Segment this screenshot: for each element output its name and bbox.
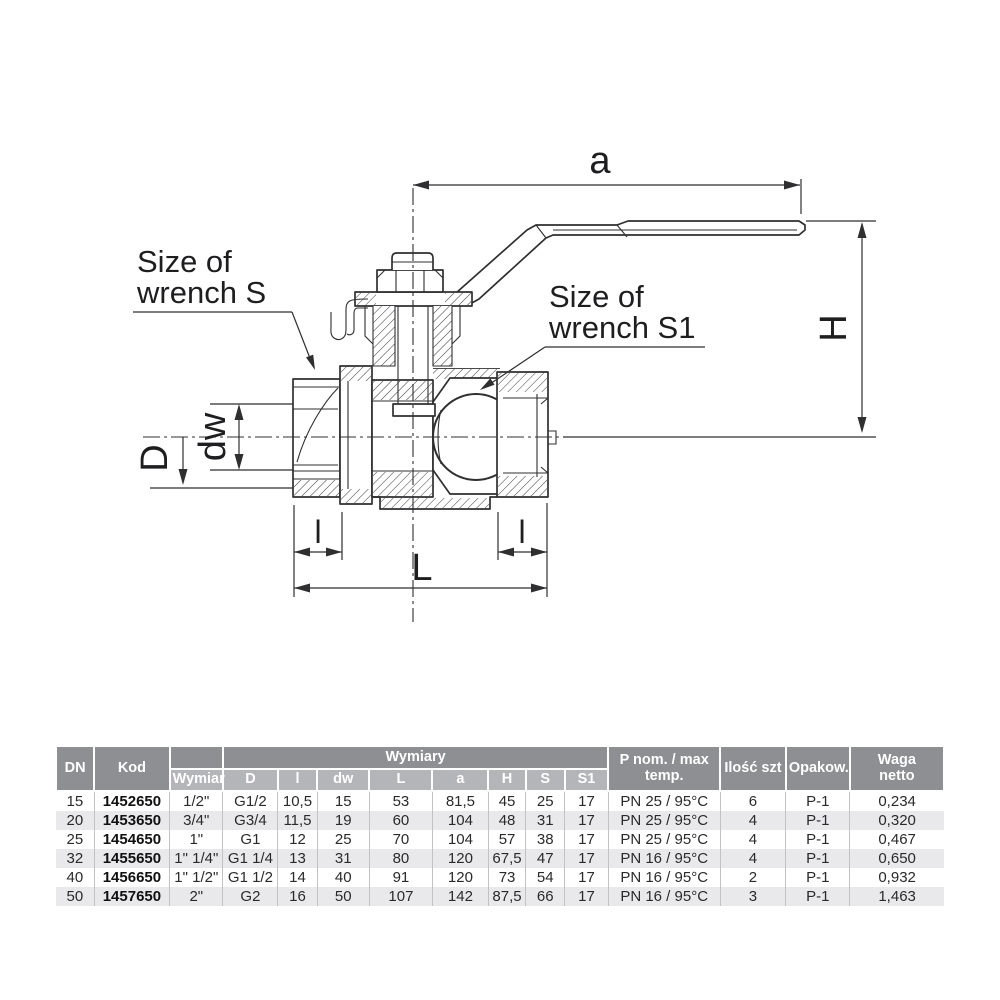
table-cell: 142 <box>432 887 488 906</box>
col-wymiar: Wymiar <box>170 769 223 791</box>
dim-label-H: H <box>813 314 855 342</box>
table-cell: 48 <box>488 811 525 830</box>
table-cell: 20 <box>66 811 84 829</box>
table-cell: 107 <box>369 887 432 906</box>
col-pack: Opakow. <box>786 746 850 791</box>
dim-label-l-right: l <box>518 514 526 550</box>
col-S1: S1 <box>565 769 609 791</box>
table-row <box>56 868 944 887</box>
table-cell: 38 <box>526 830 565 849</box>
table-cell: 2" <box>170 887 223 906</box>
table-cell: 17 <box>565 811 609 830</box>
table-cell: 60 <box>369 811 432 830</box>
table-cell: 104 <box>432 811 488 830</box>
table-cell: 0,320 <box>850 811 944 830</box>
table-cell: 81,5 <box>432 791 488 811</box>
left-port <box>293 379 340 497</box>
table-cell: PN 16 / 95°C <box>608 849 720 868</box>
table-cell: 25 <box>66 830 84 848</box>
table-cell: 40 <box>317 868 369 887</box>
table-cell: 50 <box>317 887 369 906</box>
table-cell: 13 <box>278 849 317 868</box>
table-cell: 1/2" <box>170 791 223 811</box>
table-cell: 31 <box>317 849 369 868</box>
col-a: a <box>432 769 488 791</box>
header-spacer <box>170 746 223 769</box>
table-cell: G1/2 <box>223 791 278 811</box>
col-H: H <box>488 769 525 791</box>
col-S: S <box>526 769 565 791</box>
table-cell: 0,932 <box>850 868 944 887</box>
table-cell: 4 <box>720 830 786 849</box>
table-cell: 0,650 <box>850 849 944 868</box>
table-cell: 17 <box>565 868 609 887</box>
spec-table <box>55 745 945 906</box>
cell-kod: 1452650 <box>94 791 169 811</box>
table-cell: 4 <box>720 811 786 830</box>
dim-label-D: D <box>134 444 176 472</box>
dim-label-L: L <box>411 547 433 589</box>
table-cell: PN 16 / 95°C <box>608 887 720 906</box>
cell-kod: 1454650 <box>94 830 169 849</box>
table-cell: 50 <box>66 887 84 905</box>
table-cell: 0,234 <box>850 791 944 811</box>
table-cell: PN 25 / 95°C <box>608 791 720 811</box>
spec-table-container <box>55 745 945 906</box>
table-cell: 120 <box>432 868 488 887</box>
table-cell: 16 <box>278 887 317 906</box>
table-cell: PN 25 / 95°C <box>608 811 720 830</box>
table-cell: G2 <box>223 887 278 906</box>
dimension-l-left <box>294 505 342 597</box>
table-cell: 57 <box>488 830 525 849</box>
table-cell: 73 <box>488 868 525 887</box>
table-cell: G1 1/2 <box>223 868 278 887</box>
table-cell: 67,5 <box>488 849 525 868</box>
table-cell: 25 <box>317 830 369 849</box>
table-cell: 17 <box>565 791 609 811</box>
col-dw: dw <box>317 769 369 791</box>
callout-wrench-s <box>133 244 315 370</box>
table-cell: 2 <box>720 868 786 887</box>
table-cell: 120 <box>432 849 488 868</box>
col-l: l <box>278 769 317 791</box>
col-D: D <box>223 769 278 791</box>
table-cell: 104 <box>432 830 488 849</box>
cell-kod: 1453650 <box>94 811 169 830</box>
table-cell: 19 <box>317 811 369 830</box>
table-row <box>56 830 944 849</box>
table-cell: 47 <box>526 849 565 868</box>
table-row <box>56 887 944 906</box>
table-row <box>56 791 944 811</box>
table-cell: 66 <box>526 887 565 906</box>
dim-label-dw: dw <box>192 412 234 462</box>
table-cell: 17 <box>565 887 609 906</box>
cell-kod: 1456650 <box>94 868 169 887</box>
table-cell: G1 <box>223 830 278 849</box>
table-cell: G1 1/4 <box>223 849 278 868</box>
table-cell: 15 <box>66 792 84 810</box>
col-pnom: P nom. / max temp. <box>608 746 720 791</box>
table-cell: 12 <box>278 830 317 849</box>
dimension-l-right <box>498 503 547 597</box>
table-cell: PN 25 / 95°C <box>608 830 720 849</box>
table-cell: 17 <box>565 830 609 849</box>
cell-kod: 1455650 <box>94 849 169 868</box>
table-cell: 15 <box>317 791 369 811</box>
table-cell: 11,5 <box>278 811 317 830</box>
dimension-a <box>413 140 801 214</box>
table-cell: P-1 <box>786 849 850 868</box>
col-dn: DN <box>56 746 94 791</box>
table-cell: 0,467 <box>850 830 944 849</box>
union-nut <box>340 366 372 504</box>
table-cell: 45 <box>488 791 525 811</box>
table-cell: 91 <box>369 868 432 887</box>
table-row <box>56 811 944 830</box>
table-cell: 1" 1/4" <box>170 849 223 868</box>
table-cell: P-1 <box>786 830 850 849</box>
table-cell: 53 <box>369 791 432 811</box>
valve-body <box>293 221 805 509</box>
wrench-s-line1: Size of <box>137 244 232 279</box>
col-qty: Ilość szt <box>720 746 786 791</box>
wrench-s1-line1: Size of <box>549 279 644 314</box>
table-cell: 1" 1/2" <box>170 868 223 887</box>
col-kod: Kod <box>94 746 169 791</box>
table-cell: 3 <box>720 887 786 906</box>
table-cell: 4 <box>720 849 786 868</box>
table-cell: 14 <box>278 868 317 887</box>
table-cell: G3/4 <box>223 811 278 830</box>
table-cell: P-1 <box>786 868 850 887</box>
table-row <box>56 849 944 868</box>
table-cell: PN 16 / 95°C <box>608 868 720 887</box>
table-cell: P-1 <box>786 887 850 906</box>
table-cell: 54 <box>526 868 565 887</box>
table-cell: 87,5 <box>488 887 525 906</box>
table-cell: 25 <box>526 791 565 811</box>
table-cell: 80 <box>369 849 432 868</box>
table-cell: 1,463 <box>850 887 944 906</box>
table-cell: P-1 <box>786 811 850 830</box>
table-cell: 40 <box>66 868 84 886</box>
table-cell: 31 <box>526 811 565 830</box>
col-L: L <box>369 769 432 791</box>
table-cell: 10,5 <box>278 791 317 811</box>
table-cell: 70 <box>369 830 432 849</box>
table-cell: 3/4" <box>170 811 223 830</box>
table-cell: 17 <box>565 849 609 868</box>
wrench-s1-line2: wrench S1 <box>549 310 696 345</box>
col-waga: Waga netto <box>850 746 944 791</box>
right-port <box>497 372 556 497</box>
spec-table-body <box>56 791 944 906</box>
table-cell: 32 <box>66 849 84 867</box>
dim-label-a: a <box>589 140 611 182</box>
col-group-wymiary: Wymiary <box>223 746 608 769</box>
table-cell: P-1 <box>786 791 850 811</box>
cell-kod: 1457650 <box>94 887 169 906</box>
table-cell: 6 <box>720 791 786 811</box>
wrench-s-line2: wrench S <box>137 275 267 310</box>
table-cell: 1" <box>170 830 223 849</box>
dim-label-l-left: l <box>314 514 322 550</box>
